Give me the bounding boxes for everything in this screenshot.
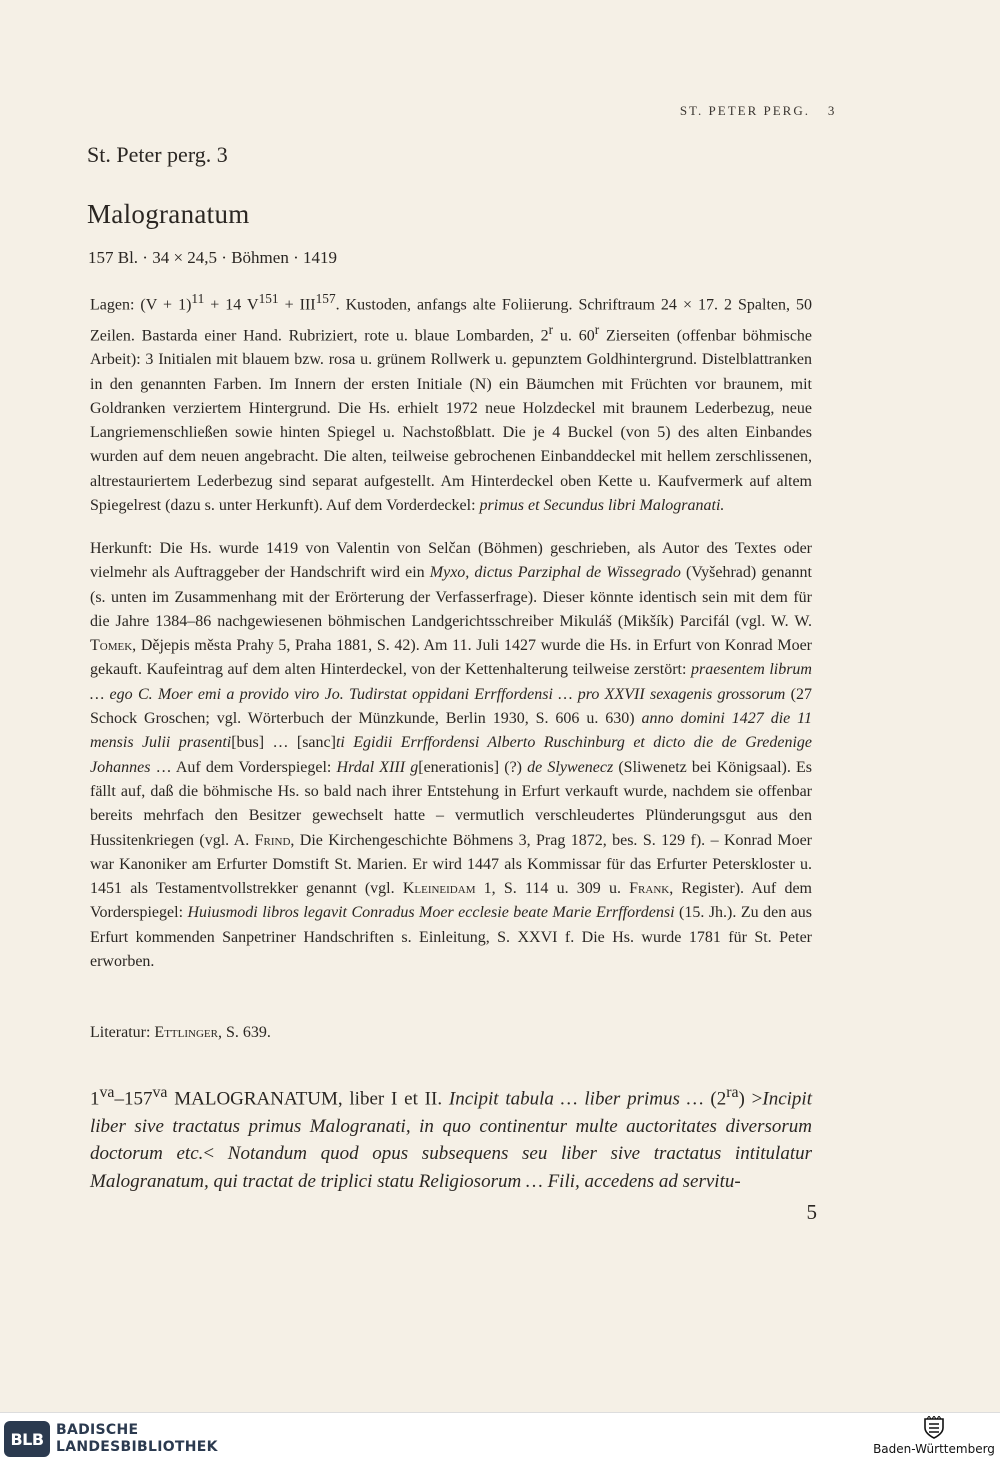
- library-name[interactable]: [56, 1422, 218, 1456]
- blb-logo[interactable]: BLB: [4, 1421, 50, 1457]
- coat-of-arms-icon: [921, 1416, 947, 1440]
- work-title: Malogranatum: [87, 199, 250, 229]
- running-head: [679, 103, 835, 119]
- state-logo[interactable]: [870, 1416, 998, 1456]
- library-name-line2: LANDESBIBLIOTHEK: [56, 1439, 218, 1455]
- running-head-title: ST. PETER PERG.: [679, 103, 810, 118]
- literatur-paragraph: Literatur: Ettlinger, S. 639.: [90, 1024, 271, 1041]
- footer-bar: [0, 1412, 1000, 1465]
- library-name-line1: BADISCHE: [56, 1422, 139, 1438]
- content-entry: $1^{va}-157^{va}$ MALOGRANATUM, liber I et II. Incipit tabula … liber primus … $(2^{ra})$ >Incipit liber sive tractatus primus Malogranati, in quo continentur multe auctoritates diversorum doctorum etc.< Notandum quod opus subsequens seu liber sive tractatus intitulatur Malogranatum, qui tractat de triplici statu Religiosorum … Fili, accedens ad servitu-: [90, 1084, 812, 1192]
- page-number: 5: [806, 1200, 817, 1224]
- herkunft-paragraph: Herkunft: Die Hs. wurde 1419 von Valentin von Selčan (Böhmen) geschrieben, als Autor des Textes oder vielmehr als Auftraggeber der Handschrift wird ein Myxo, dictus Parziphal de Wissegrado (Vyšehrad) genannt (s. unten im Zusammenhang mit der Erörterung der Verfasserfrage). Dieser könnte identisch sein mit dem für die Jahre 1384–86 nachgewiesenen böhmischen Landgerichtsschreiber Mikuláš (Mikšík) Parcifál (vgl. W. W. Tomek, Dějepis města Prahy 5, Praha 1881, S. 42). Am 11. Juli 1427 wurde die Hs. in Erfurt von Konrad Moer gekauft. Kaufeintrag auf dem alten Hinterdeckel, von der Kettenhalterung teilweise zerstört: praesentem librum … ego C. Moer emi a provido viro Jo. Tudirstat oppidani Errffordensi … pro XXVII sexagenis grossorum (27 Schock Groschen; vgl. Wörterbuch der Münzkunde, Berlin 1930, S. 606 u. 630) anno domini 1427 die 11 mensis Julii prasenti[bus] … [sanc]ti Egidii Errffordensi Alberto Ruschinburg et dicto die de Gredenige Johannes … Auf dem Vorderspiegel: Hrdal XIII g[enerationis] (?) de Slywenecz (Sliwenetz bei Königsaal). Es fällt auf, daß die böhmische Hs. so bald nach ihrer Entstehung in Erfurt verkauft wurde, nachdem sie offenbar bereits mehrfach den Besitzer gewechselt hatte – vermutlich verschleudertes Plünderungsgut aus den Hussitenkriegen (vgl. A. Frind, Die Kirchengeschichte Böhmens 3, Prag 1872, bes. S. 129 f). – Konrad Moer war Kanoniker am Erfurter Domstift St. Marien. Er wird 1447 als Kommissar für das Erfurter Peterskloster u. 1451 als Testamentvollstrekker genannt (vgl. Kleineidam 1, S. 114 u. 309 u. Frank, Register). Auf dem Vorderspiegel: Huiusmodi libros legavit Conradus Moer ecclesie beate Marie Errffordensi (15. Jh.). Zu den aus Erfurt kommenden Sanpetriner Handschriften s. Einleitung, S. XXVI f. Die Hs. wurde 1781 für St. Peter erworben.: [90, 540, 813, 971]
- running-head-page-ref: 3: [827, 103, 835, 118]
- shelfmark-heading: St. Peter perg. 3: [87, 142, 228, 167]
- state-name: Baden-Württemberg: [873, 1442, 995, 1456]
- lagen-paragraph: Lagen: $(V + 1)^{11} + 14$ $V^{151} + III^{157}$. Kustoden, anfangs alte Foliierung. Schriftraum 24 × 17. 2 Spalten, 50 Zeilen. Bastarda einer Hand. Rubriziert, rote u. blaue Lombarden, 2$^r$ u. 60$^r$ Zierseiten (offenbar böhmische Arbeit): 3 Initialen mit blauem bzw. rosa u. grünem Rollwerk u. gepunztem Goldhintergrund. Distelblattranken in den genannten Farben. Im Innern der ersten Initiale (N) ein Bäumchen mit Früchten vor braunem, mit Goldranken verziertem Hintergrund. Die Hs. erhielt 1972 neue Holzdeckel mit braunem Lederbezug, neue Langriemenschließen sowie hinten Spiegel u. Nachstoßblatt. Die je 4 Buckel (von 5) des alten Einbandes wurden auf dem neuen angebracht. Die alten, teilweise gebrochenen Einbanddeckel mit hellem zerschlissenen, altrestauriertem Lederbezug sind separat aufgestellt. Am Hinterdeckel oben Kette u. Kaufvermerk auf altem Spiegelrest (dazu s. unter Herkunft). Auf dem Vorderdeckel: primus et Secundus libri Malogranati.: [90, 291, 813, 515]
- codicological-summary: 157 Bl. · 34 × 24,5 · Böhmen · 1419: [88, 248, 337, 267]
